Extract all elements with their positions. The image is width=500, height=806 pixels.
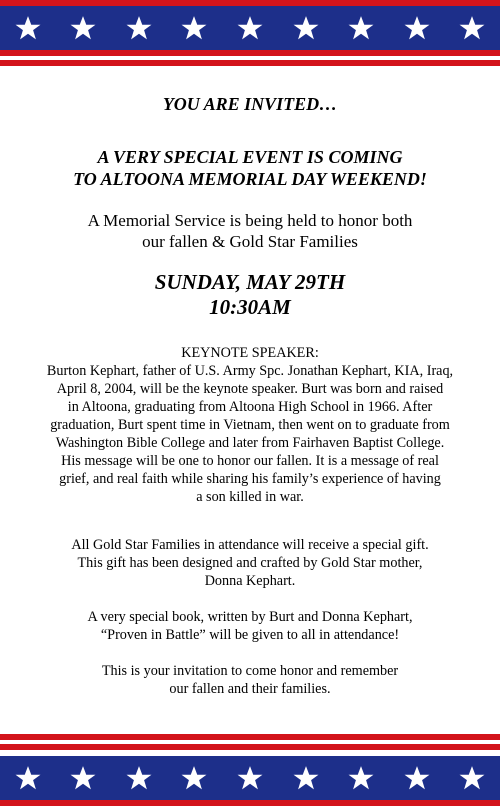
invitation-closing (0, 662, 500, 698)
keynote-label: KEYNOTE SPEAKER: (181, 345, 319, 361)
star-icon (348, 15, 374, 41)
star-icon (293, 765, 319, 791)
keynote-line: graduation, Burt spent time in Vietnam, then went on to graduate from (50, 417, 450, 433)
keynote-line: Washington Bible College and later from Fairhaven Baptist College. (55, 435, 445, 451)
star-icon (404, 765, 430, 791)
bottom-star-row (0, 756, 500, 800)
keynote-line: April 8, 2004, will be the keynote speaker. Burt was born and raised (56, 381, 444, 397)
star-icon (237, 765, 263, 791)
star-icon (181, 765, 207, 791)
gift-line: This gift has been designed and crafted by Gold Star mother, (77, 555, 423, 571)
top-flag-banner (0, 0, 500, 72)
service-line: A Memorial Service is being held to honor both (87, 211, 413, 230)
star-icon (126, 15, 152, 41)
keynote-line: a son killed in war. (196, 489, 304, 505)
keynote-line: His message will be one to honor our fallen. It is a message of real (61, 453, 439, 469)
bottom-red-stripe (0, 800, 500, 806)
keynote-line: grief, and real faith while sharing his family’s experience of having (59, 471, 441, 487)
closing-line: our fallen and their families. (169, 681, 331, 697)
book-line: “Proven in Battle” will be given to all in attendance! (100, 627, 400, 643)
star-icon (126, 765, 152, 791)
star-icon (15, 765, 41, 791)
star-icon (348, 765, 374, 791)
star-icon (459, 765, 485, 791)
keynote-section (0, 344, 500, 506)
event-heading (0, 146, 500, 190)
invited-heading: YOU ARE INVITED… (162, 94, 338, 114)
bottom-flag-banner (0, 734, 500, 806)
book-line: A very special book, written by Burt and Donna Kephart, (87, 609, 413, 625)
star-icon (293, 15, 319, 41)
event-date: SUNDAY, MAY 29TH (154, 270, 346, 294)
event-time: 10:30AM (209, 295, 291, 319)
event-heading-line: A VERY SPECIAL EVENT IS COMING (97, 147, 403, 167)
closing-line: This is your invitation to come honor and remember (101, 663, 399, 679)
top-red-stripe (0, 60, 500, 66)
star-icon (181, 15, 207, 41)
star-icon (70, 765, 96, 791)
star-icon (237, 15, 263, 41)
invitation-body (0, 72, 500, 734)
event-heading-line: TO ALTOONA MEMORIAL DAY WEEKEND! (73, 169, 427, 189)
star-icon (459, 15, 485, 41)
keynote-line: in Altoona, graduating from Altoona High School in 1966. After (67, 399, 433, 415)
top-star-row (0, 6, 500, 50)
keynote-line: Burton Kephart, father of U.S. Army Spc. Jonathan Kephart, KIA, Iraq, (46, 363, 454, 379)
book-paragraph (0, 608, 500, 644)
service-line: our fallen & Gold Star Families (142, 232, 358, 251)
gift-line: All Gold Star Families in attendance will receive a special gift. (71, 537, 429, 553)
bottom-red-stripe (0, 744, 500, 750)
event-datetime (0, 270, 500, 320)
star-icon (70, 15, 96, 41)
gift-paragraph (0, 536, 500, 590)
star-icon (404, 15, 430, 41)
service-description (0, 210, 500, 252)
gift-line: Donna Kephart. (204, 573, 296, 589)
star-icon (15, 15, 41, 41)
